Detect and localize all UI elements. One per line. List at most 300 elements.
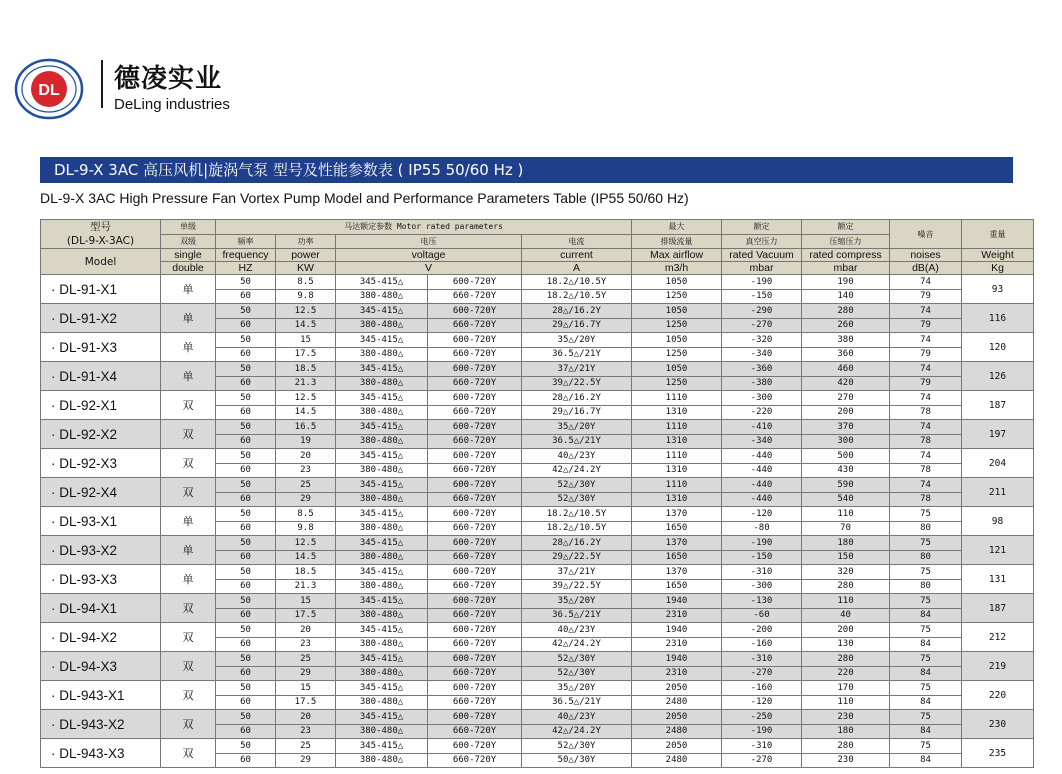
noise-cell: 80 — [890, 579, 962, 594]
model-cell: · DL-91-X2 — [41, 304, 161, 333]
model-cell: · DL-93-X3 — [41, 565, 161, 594]
stage-cell: 双 — [161, 739, 216, 768]
vacuum-cell: -310 — [722, 652, 802, 667]
model-cell: · DL-91-X3 — [41, 333, 161, 362]
compress-cell: 220 — [802, 666, 890, 681]
stage-cell: 单 — [161, 362, 216, 391]
table-subtitle: DL-9-X 3AC High Pressure Fan Vortex Pump Model and Performance Parameters Table (IP55 50/60 Hz) — [40, 190, 689, 206]
weight-cell: 131 — [962, 565, 1034, 594]
freq-cell: 50 — [216, 536, 276, 551]
voltage-range-y-cell: 600-720Y — [428, 507, 522, 522]
power-header-cn: 功率 — [276, 234, 336, 249]
stage-cell: 双 — [161, 391, 216, 420]
voltage-range-delta-cell: 380-480△ — [336, 376, 428, 391]
stage-cell: 双 — [161, 652, 216, 681]
noise-cell: 84 — [890, 666, 962, 681]
brand-name-en: DeLing industries — [114, 96, 230, 113]
stage-cell: 单 — [161, 275, 216, 304]
current-cell: 40△/23Y — [522, 449, 632, 464]
voltage-range-delta-cell: 345-415△ — [336, 681, 428, 696]
voltage-range-y-cell: 600-720Y — [428, 565, 522, 580]
airflow-cell: 1050 — [632, 304, 722, 319]
current-header-cn: 电流 — [522, 234, 632, 249]
voltage-range-delta-cell: 345-415△ — [336, 304, 428, 319]
airflow-cell: 1370 — [632, 565, 722, 580]
freq-cell: 60 — [216, 289, 276, 304]
freq-cell: 60 — [216, 376, 276, 391]
freq-header-en: frequency — [216, 249, 276, 262]
table-row — [41, 304, 1034, 319]
stage-cell: 双 — [161, 478, 216, 507]
table-title-banner: DL-9-X 3AC 高压风机|旋涡气泵 型号及性能参数表 ( IP55 50/60 Hz ) — [40, 157, 1013, 183]
stage-cell: 双 — [161, 623, 216, 652]
current-cell: 52△/30Y — [522, 652, 632, 667]
freq-cell: 50 — [216, 362, 276, 377]
voltage-range-delta-cell: 380-480△ — [336, 753, 428, 768]
power-cell: 25 — [276, 652, 336, 667]
airflow-cell: 1050 — [632, 362, 722, 377]
power-cell: 15 — [276, 333, 336, 348]
voltage-range-delta-cell: 345-415△ — [336, 420, 428, 435]
voltage-range-y-cell: 600-720Y — [428, 449, 522, 464]
noise-cell: 75 — [890, 710, 962, 725]
voltage-range-delta-cell: 380-480△ — [336, 289, 428, 304]
model-cell: · DL-93-X2 — [41, 536, 161, 565]
power-cell: 21.3 — [276, 579, 336, 594]
voltage-range-y-cell: 600-720Y — [428, 304, 522, 319]
current-cell: 29△/16.7Y — [522, 405, 632, 420]
compress-cell: 190 — [802, 275, 890, 290]
vacuum-cell: -190 — [722, 536, 802, 551]
power-cell: 12.5 — [276, 304, 336, 319]
model-header-cn: 型号 (DL-9-X-3AC) — [41, 220, 161, 249]
noise-cell: 79 — [890, 289, 962, 304]
compress-cell: 40 — [802, 608, 890, 623]
voltage-range-delta-cell: 380-480△ — [336, 405, 428, 420]
noise-cell: 74 — [890, 420, 962, 435]
compress-cell: 260 — [802, 318, 890, 333]
voltage-range-y-cell: 600-720Y — [428, 594, 522, 609]
voltage-range-y-cell: 660-720Y — [428, 492, 522, 507]
weight-cell: 120 — [962, 333, 1034, 362]
voltage-range-delta-cell: 380-480△ — [336, 318, 428, 333]
voltage-range-delta-cell: 380-480△ — [336, 666, 428, 681]
stage-cell: 双 — [161, 449, 216, 478]
compress-cell: 130 — [802, 637, 890, 652]
freq-cell: 50 — [216, 623, 276, 638]
noise-cell: 75 — [890, 565, 962, 580]
voltage-range-delta-cell: 345-415△ — [336, 565, 428, 580]
vacuum-cell: -270 — [722, 753, 802, 768]
airflow-cell: 1940 — [632, 623, 722, 638]
weight-cell: 93 — [962, 275, 1034, 304]
voltage-range-delta-cell: 345-415△ — [336, 362, 428, 377]
freq-cell: 60 — [216, 753, 276, 768]
weight-cell: 219 — [962, 652, 1034, 681]
airflow-cell: 1370 — [632, 536, 722, 551]
compress-cell: 150 — [802, 550, 890, 565]
vacuum-cell: -340 — [722, 434, 802, 449]
voltage-range-delta-cell: 345-415△ — [336, 478, 428, 493]
compress-cell: 370 — [802, 420, 890, 435]
current-cell: 29△/22.5Y — [522, 550, 632, 565]
power-cell: 21.3 — [276, 376, 336, 391]
vacuum-header-cn1: 额定 — [722, 220, 802, 235]
vacuum-cell: -300 — [722, 579, 802, 594]
voltage-range-delta-cell: 380-480△ — [336, 608, 428, 623]
airflow-cell: 1250 — [632, 347, 722, 362]
voltage-range-y-cell: 660-720Y — [428, 608, 522, 623]
table-body — [41, 275, 1034, 768]
stage-header-en: single — [161, 249, 216, 262]
freq-cell: 50 — [216, 478, 276, 493]
current-cell: 28△/16.2Y — [522, 391, 632, 406]
model-cell: · DL-943-X2 — [41, 710, 161, 739]
airflow-cell: 1050 — [632, 333, 722, 348]
voltage-range-delta-cell: 345-415△ — [336, 391, 428, 406]
vacuum-cell: -440 — [722, 449, 802, 464]
stage-cell: 双 — [161, 710, 216, 739]
compress-cell: 590 — [802, 478, 890, 493]
compress-cell: 360 — [802, 347, 890, 362]
weight-header-cn: 重量 — [962, 220, 1034, 249]
vacuum-cell: -80 — [722, 521, 802, 536]
current-cell: 39△/22.5Y — [522, 579, 632, 594]
vacuum-cell: -160 — [722, 637, 802, 652]
brand-name-cn: 德凌实业 — [114, 64, 223, 94]
freq-cell: 60 — [216, 405, 276, 420]
noise-cell: 84 — [890, 724, 962, 739]
noise-cell: 75 — [890, 681, 962, 696]
table-row — [41, 391, 1034, 406]
voltage-header-en: voltage — [336, 249, 522, 262]
voltage-range-y-cell: 660-720Y — [428, 753, 522, 768]
table-row — [41, 478, 1034, 493]
current-cell: 18.2△/10.5Y — [522, 507, 632, 522]
stage-cell: 单 — [161, 333, 216, 362]
voltage-range-delta-cell: 380-480△ — [336, 463, 428, 478]
table-row — [41, 507, 1034, 522]
model-cell: · DL-94-X2 — [41, 623, 161, 652]
power-cell: 18.5 — [276, 362, 336, 377]
voltage-range-y-cell: 600-720Y — [428, 652, 522, 667]
table-row — [41, 420, 1034, 435]
vacuum-header-cn2: 真空压力 — [722, 234, 802, 249]
table-row — [41, 333, 1034, 348]
airflow-cell: 1250 — [632, 318, 722, 333]
current-cell: 35△/20Y — [522, 420, 632, 435]
compress-cell: 170 — [802, 681, 890, 696]
table-row — [41, 594, 1034, 609]
table-row — [41, 362, 1034, 377]
voltage-range-y-cell: 660-720Y — [428, 347, 522, 362]
compress-cell: 320 — [802, 565, 890, 580]
freq-cell: 60 — [216, 550, 276, 565]
performance-table — [40, 219, 1034, 768]
current-cell: 42△/24.2Y — [522, 463, 632, 478]
airflow-cell: 1110 — [632, 449, 722, 464]
table-row — [41, 536, 1034, 551]
airflow-unit: m3/h — [632, 262, 722, 275]
logo-text: DL — [38, 82, 60, 99]
weight-cell: 230 — [962, 710, 1034, 739]
freq-cell: 60 — [216, 347, 276, 362]
current-cell: 36.5△/21Y — [522, 347, 632, 362]
table-row — [41, 652, 1034, 667]
freq-cell: 50 — [216, 652, 276, 667]
voltage-range-y-cell: 660-720Y — [428, 637, 522, 652]
voltage-range-delta-cell: 345-415△ — [336, 449, 428, 464]
model-cell: · DL-92-X2 — [41, 420, 161, 449]
table-row — [41, 623, 1034, 638]
power-cell: 23 — [276, 463, 336, 478]
model-cell: · DL-92-X4 — [41, 478, 161, 507]
weight-header-en: Weight — [962, 249, 1034, 262]
noise-cell: 74 — [890, 333, 962, 348]
airflow-cell: 1110 — [632, 391, 722, 406]
voltage-range-delta-cell: 380-480△ — [336, 492, 428, 507]
current-cell: 40△/23Y — [522, 623, 632, 638]
vacuum-cell: -310 — [722, 565, 802, 580]
vacuum-cell: -410 — [722, 420, 802, 435]
vacuum-cell: -440 — [722, 492, 802, 507]
vacuum-cell: -290 — [722, 304, 802, 319]
vacuum-cell: -270 — [722, 318, 802, 333]
power-cell: 18.5 — [276, 565, 336, 580]
weight-cell: 197 — [962, 420, 1034, 449]
noise-cell: 75 — [890, 623, 962, 638]
vacuum-unit: mbar — [722, 262, 802, 275]
voltage-range-y-cell: 600-720Y — [428, 333, 522, 348]
compress-cell: 110 — [802, 507, 890, 522]
weight-cell: 220 — [962, 681, 1034, 710]
noise-cell: 78 — [890, 405, 962, 420]
compress-header-en: rated compress — [802, 249, 890, 262]
noise-cell: 78 — [890, 492, 962, 507]
noise-cell: 79 — [890, 376, 962, 391]
model-cell: · DL-93-X1 — [41, 507, 161, 536]
power-unit: KW — [276, 262, 336, 275]
motor-group-header: 马达额定参数 Motor rated parameters — [216, 220, 632, 235]
airflow-header-en: Max airflow — [632, 249, 722, 262]
compress-cell: 280 — [802, 652, 890, 667]
power-cell: 14.5 — [276, 550, 336, 565]
stage-header-cn: 单级 — [161, 220, 216, 235]
airflow-header-cn2: 排级流量 — [632, 234, 722, 249]
airflow-cell: 1940 — [632, 594, 722, 609]
noise-cell: 78 — [890, 463, 962, 478]
airflow-cell: 2050 — [632, 681, 722, 696]
vacuum-cell: -360 — [722, 362, 802, 377]
current-cell: 40△/23Y — [522, 710, 632, 725]
stage-cell: 双 — [161, 681, 216, 710]
table-row — [41, 565, 1034, 580]
model-cell: · DL-94-X3 — [41, 652, 161, 681]
freq-cell: 60 — [216, 579, 276, 594]
stage-cell: 双 — [161, 594, 216, 623]
compress-cell: 230 — [802, 710, 890, 725]
voltage-range-delta-cell: 345-415△ — [336, 507, 428, 522]
weight-cell: 126 — [962, 362, 1034, 391]
voltage-range-delta-cell: 345-415△ — [336, 275, 428, 290]
voltage-range-y-cell: 660-720Y — [428, 318, 522, 333]
model-header-en: Model — [41, 249, 161, 275]
compress-header-cn2: 压缩压力 — [802, 234, 890, 249]
noise-cell: 75 — [890, 739, 962, 754]
freq-cell: 60 — [216, 434, 276, 449]
freq-cell: 50 — [216, 304, 276, 319]
power-cell: 17.5 — [276, 608, 336, 623]
weight-cell: 121 — [962, 536, 1034, 565]
table-row — [41, 449, 1034, 464]
compress-cell: 380 — [802, 333, 890, 348]
deling-logo — [14, 58, 84, 120]
power-cell: 23 — [276, 724, 336, 739]
vacuum-cell: -440 — [722, 478, 802, 493]
freq-cell: 60 — [216, 492, 276, 507]
power-cell: 14.5 — [276, 405, 336, 420]
compress-cell: 110 — [802, 695, 890, 710]
freq-cell: 60 — [216, 521, 276, 536]
table-row — [41, 681, 1034, 696]
weight-cell: 212 — [962, 623, 1034, 652]
vacuum-cell: -190 — [722, 275, 802, 290]
noise-cell: 75 — [890, 594, 962, 609]
voltage-range-y-cell: 600-720Y — [428, 420, 522, 435]
power-cell: 19 — [276, 434, 336, 449]
airflow-cell: 1310 — [632, 492, 722, 507]
voltage-range-y-cell: 600-720Y — [428, 536, 522, 551]
airflow-cell: 2050 — [632, 739, 722, 754]
freq-cell: 60 — [216, 724, 276, 739]
voltage-range-delta-cell: 345-415△ — [336, 652, 428, 667]
power-cell: 9.8 — [276, 289, 336, 304]
compress-cell: 280 — [802, 579, 890, 594]
power-cell: 14.5 — [276, 318, 336, 333]
voltage-range-delta-cell: 380-480△ — [336, 521, 428, 536]
noise-cell: 74 — [890, 391, 962, 406]
voltage-range-y-cell: 600-720Y — [428, 681, 522, 696]
vacuum-cell: -150 — [722, 550, 802, 565]
compress-unit: mbar — [802, 262, 890, 275]
vacuum-cell: -150 — [722, 289, 802, 304]
power-cell: 15 — [276, 681, 336, 696]
stage-header-en2: double — [161, 262, 216, 275]
freq-unit: HZ — [216, 262, 276, 275]
current-cell: 42△/24.2Y — [522, 637, 632, 652]
airflow-cell: 1940 — [632, 652, 722, 667]
current-cell: 18.2△/10.5Y — [522, 521, 632, 536]
compress-cell: 140 — [802, 289, 890, 304]
voltage-range-y-cell: 660-720Y — [428, 376, 522, 391]
noise-cell: 74 — [890, 304, 962, 319]
stage-cell: 单 — [161, 536, 216, 565]
vacuum-cell: -340 — [722, 347, 802, 362]
vacuum-cell: -310 — [722, 739, 802, 754]
vacuum-cell: -120 — [722, 695, 802, 710]
freq-cell: 60 — [216, 608, 276, 623]
power-cell: 16.5 — [276, 420, 336, 435]
airflow-cell: 1250 — [632, 376, 722, 391]
power-cell: 29 — [276, 753, 336, 768]
noise-cell: 75 — [890, 507, 962, 522]
current-cell: 37△/21Y — [522, 565, 632, 580]
power-cell: 29 — [276, 666, 336, 681]
noise-cell: 84 — [890, 608, 962, 623]
voltage-range-delta-cell: 345-415△ — [336, 710, 428, 725]
freq-cell: 50 — [216, 391, 276, 406]
voltage-range-delta-cell: 380-480△ — [336, 637, 428, 652]
airflow-cell: 2310 — [632, 608, 722, 623]
freq-cell: 60 — [216, 463, 276, 478]
voltage-range-delta-cell: 380-480△ — [336, 550, 428, 565]
current-cell: 42△/24.2Y — [522, 724, 632, 739]
weight-cell: 187 — [962, 594, 1034, 623]
current-cell: 28△/16.2Y — [522, 304, 632, 319]
freq-cell: 60 — [216, 318, 276, 333]
compress-cell: 200 — [802, 623, 890, 638]
weight-cell: 187 — [962, 391, 1034, 420]
current-cell: 35△/20Y — [522, 594, 632, 609]
power-cell: 17.5 — [276, 695, 336, 710]
freq-cell: 50 — [216, 333, 276, 348]
freq-cell: 50 — [216, 739, 276, 754]
model-cell: · DL-91-X1 — [41, 275, 161, 304]
voltage-range-y-cell: 660-720Y — [428, 666, 522, 681]
current-cell: 29△/16.7Y — [522, 318, 632, 333]
airflow-cell: 1650 — [632, 579, 722, 594]
stage-header-cn2: 双级 — [161, 234, 216, 249]
power-cell: 25 — [276, 478, 336, 493]
compress-cell: 420 — [802, 376, 890, 391]
power-cell: 20 — [276, 710, 336, 725]
airflow-cell: 1650 — [632, 521, 722, 536]
vacuum-cell: -220 — [722, 405, 802, 420]
model-cell: · DL-943-X1 — [41, 681, 161, 710]
airflow-cell: 1250 — [632, 289, 722, 304]
power-cell: 17.5 — [276, 347, 336, 362]
power-cell: 12.5 — [276, 536, 336, 551]
freq-cell: 50 — [216, 565, 276, 580]
airflow-cell: 2310 — [632, 637, 722, 652]
voltage-range-delta-cell: 345-415△ — [336, 739, 428, 754]
noise-header-en: noises — [890, 249, 962, 262]
vacuum-cell: -200 — [722, 623, 802, 638]
voltage-range-y-cell: 660-720Y — [428, 579, 522, 594]
voltage-range-y-cell: 600-720Y — [428, 710, 522, 725]
current-header-en: current — [522, 249, 632, 262]
model-cell: · DL-92-X1 — [41, 391, 161, 420]
voltage-range-y-cell: 600-720Y — [428, 391, 522, 406]
current-cell: 36.5△/21Y — [522, 695, 632, 710]
table-row — [41, 275, 1034, 290]
airflow-cell: 2480 — [632, 753, 722, 768]
current-cell: 52△/30Y — [522, 666, 632, 681]
freq-cell: 50 — [216, 275, 276, 290]
compress-cell: 110 — [802, 594, 890, 609]
table-row — [41, 739, 1034, 754]
compress-cell: 230 — [802, 753, 890, 768]
vacuum-cell: -270 — [722, 666, 802, 681]
noise-cell: 74 — [890, 362, 962, 377]
model-cell: · DL-943-X3 — [41, 739, 161, 768]
brand-divider — [101, 60, 103, 108]
current-cell: 36.5△/21Y — [522, 608, 632, 623]
vacuum-cell: -320 — [722, 333, 802, 348]
voltage-range-y-cell: 660-720Y — [428, 289, 522, 304]
power-cell: 12.5 — [276, 391, 336, 406]
stage-cell: 单 — [161, 304, 216, 333]
